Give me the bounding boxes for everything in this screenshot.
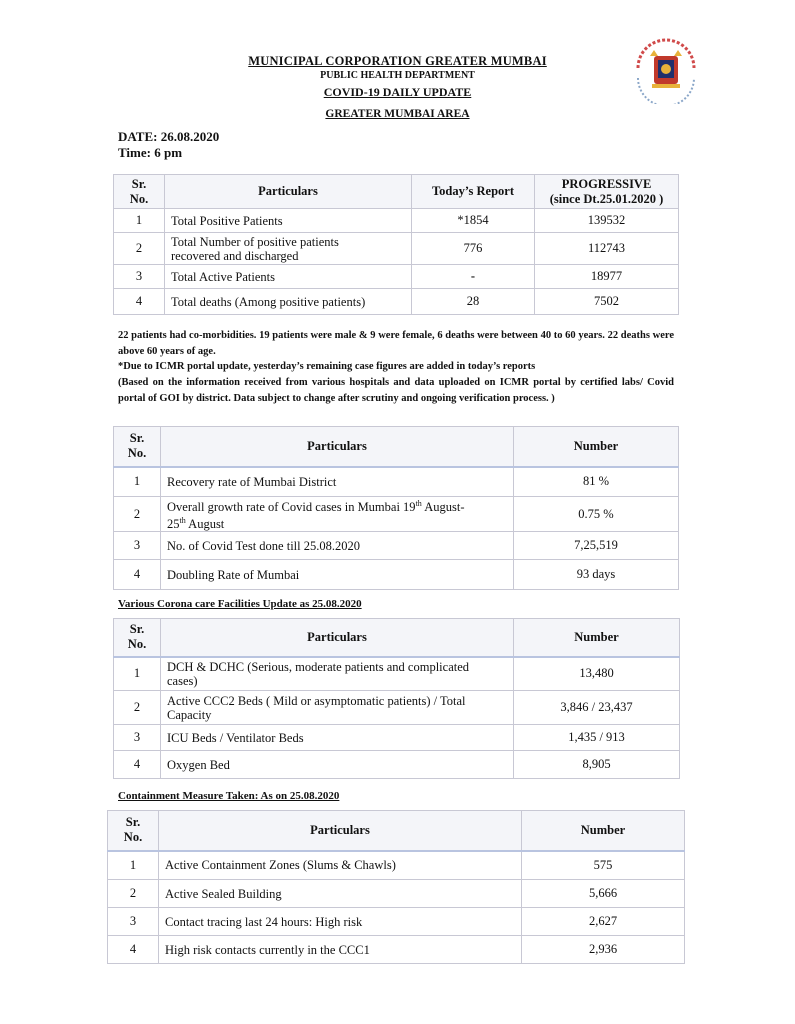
particulars-cell: DCH & DCHC (Serious, moderate patients and complicated cases) [161, 657, 514, 691]
particulars-cell: High risk contacts currently in the CCC1 [159, 936, 522, 964]
progressive-header: PROGRESSIVE (since Dt.25.01.2020 ) [535, 175, 679, 209]
number-cell: 7,25,519 [514, 532, 679, 560]
sr-cell: 2 [114, 691, 161, 725]
particulars-cell: Total Number of positive patients recovered and discharged [165, 233, 412, 265]
table-row [114, 751, 680, 779]
table-row [114, 657, 680, 691]
today-cell: *1854 [412, 209, 535, 233]
particulars-cell: Active Sealed Building [159, 880, 522, 908]
particulars-header: Particulars [165, 175, 412, 209]
daily-summary-table [113, 174, 679, 315]
table-row [108, 880, 685, 908]
today-cell: - [412, 265, 535, 289]
progressive-cell: 112743 [535, 233, 679, 265]
table-header-row [114, 175, 679, 209]
particulars-header: Particulars [161, 619, 514, 657]
basis-note: (Based on the information received from various hospitals and data uploaded on ICMR portal by certified labs/ Covid portal of GOI by district. Data subject to change after scrutiny and ongoing verification process. ) [118, 377, 674, 404]
sr-cell: 3 [114, 265, 165, 289]
particulars-cell: Doubling Rate of Mumbai [161, 560, 514, 590]
report-date: DATE: 26.08.2020 [118, 129, 220, 144]
table-row [114, 532, 679, 560]
particulars-header: Particulars [161, 427, 514, 467]
todays-report-header: Today’s Report [412, 175, 535, 209]
table-row [114, 233, 679, 265]
table-row [108, 936, 685, 964]
comorbidity-note: 22 patients had co-morbidities. 19 patients were male & 9 were female, 6 deaths were between 40 to 60 years. 22 deaths were above 60 years of age. [118, 330, 674, 357]
facilities-section-title: Various Corona care Facilities Update as 25.08.2020 [118, 598, 362, 610]
particulars-cell: Total deaths (Among positive patients) [165, 289, 412, 315]
table-row [114, 209, 679, 233]
particulars-cell: Contact tracing last 24 hours: High risk [159, 908, 522, 936]
table-header-row [108, 811, 685, 851]
table-row [108, 851, 685, 880]
sr-cell: 3 [114, 532, 161, 560]
sr-cell: 4 [114, 289, 165, 315]
today-cell: 776 [412, 233, 535, 265]
particulars-cell: Active Containment Zones (Slums & Chawls) [159, 851, 522, 880]
progressive-cell: 18977 [535, 265, 679, 289]
number-cell: 3,846 / 23,437 [514, 691, 680, 725]
table-row [108, 908, 685, 936]
particulars-cell: Active CCC2 Beds ( Mild or asymptomatic patients) / Total Capacity [161, 691, 514, 725]
area-title: GREATER MUMBAI AREA [325, 108, 470, 120]
sr-cell: 2 [114, 233, 165, 265]
sr-cell: 2 [114, 497, 161, 532]
sr-cell: 4 [108, 936, 159, 964]
sr-cell: 3 [108, 908, 159, 936]
table-row [114, 691, 680, 725]
number-cell: 0.75 % [514, 497, 679, 532]
table-row [114, 497, 679, 532]
number-cell: 5,666 [522, 880, 685, 908]
department-title: PUBLIC HEALTH DEPARTMENT [320, 70, 475, 81]
particulars-cell: Total Positive Patients [165, 209, 412, 233]
number-cell: 81 % [514, 467, 679, 497]
particulars-cell: Overall growth rate of Covid cases in Mumbai 19th August- 25th August [161, 497, 514, 532]
sr-cell: 2 [108, 880, 159, 908]
table-row [114, 560, 679, 590]
number-header: Number [522, 811, 685, 851]
report-time: Time: 6 pm [118, 145, 183, 160]
facilities-table [113, 618, 680, 779]
number-header: Number [514, 619, 680, 657]
rates-table [113, 426, 679, 590]
particulars-cell: Total Active Patients [165, 265, 412, 289]
sr-cell: 1 [114, 657, 161, 691]
number-header: Number [514, 427, 679, 467]
table-row [114, 289, 679, 315]
sr-no-header: Sr. No. [114, 619, 161, 657]
containment-section-title: Containment Measure Taken: As on 25.08.2020 [118, 790, 340, 802]
sr-cell: 3 [114, 725, 161, 751]
table-row [114, 725, 680, 751]
sr-cell: 4 [114, 751, 161, 779]
particulars-cell: ICU Beds / Ventilator Beds [161, 725, 514, 751]
sr-cell: 1 [108, 851, 159, 880]
number-cell: 93 days [514, 560, 679, 590]
number-cell: 575 [522, 851, 685, 880]
sr-cell: 1 [114, 209, 165, 233]
number-cell: 1,435 / 913 [514, 725, 680, 751]
particulars-cell: Recovery rate of Mumbai District [161, 467, 514, 497]
number-cell: 2,936 [522, 936, 685, 964]
table-row [114, 467, 679, 497]
table-row [114, 265, 679, 289]
particulars-header: Particulars [159, 811, 522, 851]
today-cell: 28 [412, 289, 535, 315]
number-cell: 8,905 [514, 751, 680, 779]
sr-no-header: Sr. No. [114, 175, 165, 209]
icmr-note: *Due to ICMR portal update, yesterday’s remaining case figures are added in today’s reports [118, 361, 536, 373]
containment-table [107, 810, 685, 964]
number-cell: 2,627 [522, 908, 685, 936]
notes-block [118, 328, 674, 407]
table-header-row [114, 427, 679, 467]
progressive-cell: 139532 [535, 209, 679, 233]
sr-no-header: Sr. No. [114, 427, 161, 467]
organization-title: MUNICIPAL CORPORATION GREATER MUMBAI [248, 54, 547, 68]
sr-cell: 1 [114, 467, 161, 497]
particulars-cell: No. of Covid Test done till 25.08.2020 [161, 532, 514, 560]
mcgm-emblem-logo-icon [628, 38, 704, 104]
report-date-time [118, 129, 219, 161]
sr-no-header: Sr. No. [108, 811, 159, 851]
update-title: COVID-19 DAILY UPDATE [323, 85, 472, 99]
table-header-row [114, 619, 680, 657]
sr-cell: 4 [114, 560, 161, 590]
progressive-cell: 7502 [535, 289, 679, 315]
particulars-cell: Oxygen Bed [161, 751, 514, 779]
number-cell: 13,480 [514, 657, 680, 691]
